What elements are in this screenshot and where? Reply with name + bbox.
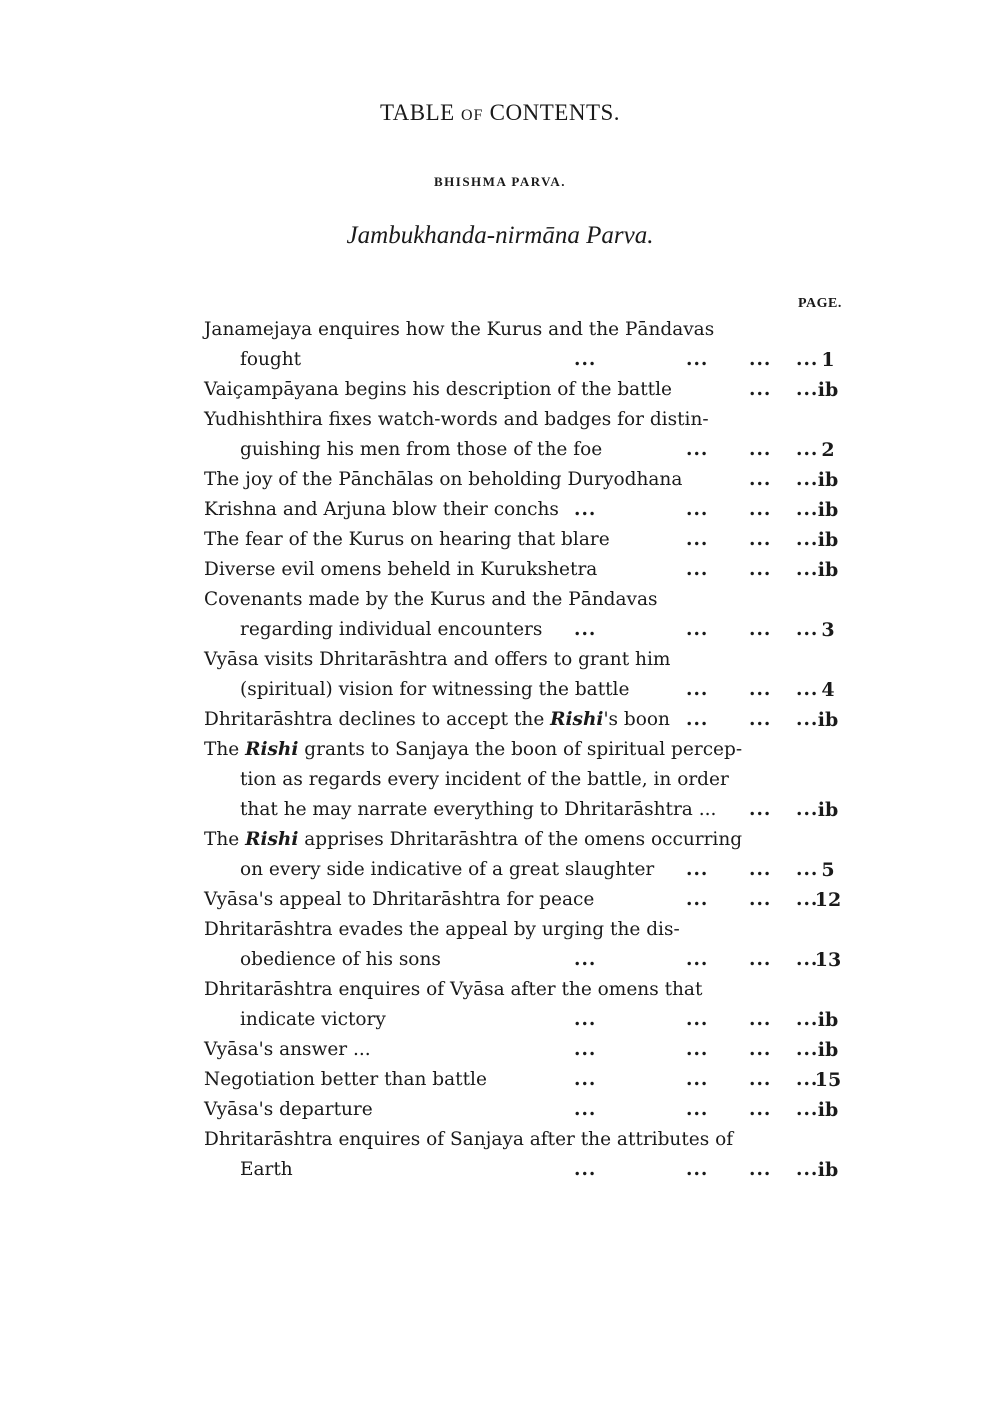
entry-text: on every side indicative of a great slaughter (240, 859, 655, 880)
leader-dots: ... (796, 499, 819, 520)
entry-text: Covenants made by the Kurus and the Pāndavas (204, 589, 658, 610)
entry-continuation-line (204, 945, 864, 975)
entry-text: Krishna and Arjuna blow their conchs (204, 499, 559, 520)
leader-dots: ... (796, 529, 819, 550)
leader-dots: ... (574, 949, 597, 970)
leader-dots: ... (749, 1069, 772, 1090)
leader-dots: ... (749, 949, 772, 970)
entry-text: Yudhishthira fixes watch-words and badges for distin- (204, 409, 709, 430)
leader-dots: ... (749, 529, 772, 550)
entry-page-number: 1 (821, 349, 835, 371)
leader-dots: ... (686, 889, 709, 910)
entry-text: indicate victory (240, 1009, 386, 1030)
entry-text: Dhritarāshtra enquires of Sanjaya after the attributes of (204, 1129, 734, 1150)
entry-page-number: ib (817, 1039, 839, 1061)
entry-line (204, 1095, 864, 1125)
title-end: CONTENTS. (489, 100, 621, 125)
entry-text: The Rishi grants to Sanjaya the boon of spiritual percep- (204, 739, 743, 760)
entry-page-number: ib (817, 469, 839, 491)
entry-line (204, 555, 864, 585)
leader-dots: ... (749, 499, 772, 520)
entry-line (204, 1065, 864, 1095)
entry-text: (spiritual) vision for witnessing the battle (240, 679, 630, 700)
entry-page-number: ib (817, 709, 839, 731)
entry-page-number: ib (817, 529, 839, 551)
leader-dots: ... (686, 709, 709, 730)
entry-text: obedience of his sons (240, 949, 441, 970)
leader-dots: ... (686, 1039, 709, 1060)
leader-dots: ... (749, 1039, 772, 1060)
leader-dots: ... (574, 349, 597, 370)
entry-continuation-line (204, 765, 864, 795)
contents-list (204, 315, 864, 1185)
entry-page-number: 4 (821, 679, 835, 701)
entry-text: guishing his men from those of the foe (240, 439, 603, 460)
entry-text: Vaiçampāyana begins his description of the battle (204, 379, 672, 400)
leader-dots: ... (796, 1099, 819, 1120)
leader-dots: ... (749, 439, 772, 460)
leader-dots: ... (686, 949, 709, 970)
leader-dots: ... (796, 619, 819, 640)
entry-text: regarding individual encounters (240, 619, 543, 640)
leader-dots: ... (574, 1099, 597, 1120)
leader-dots: ... (574, 619, 597, 640)
entry-continuation-line (204, 345, 864, 375)
leader-dots: ... (749, 1099, 772, 1120)
entry-text: fought (240, 349, 302, 370)
entry-page-number: 5 (821, 859, 835, 881)
leader-dots: ... (686, 1159, 709, 1180)
book-subtitle: BHISHMA PARVA. (433, 174, 567, 189)
leader-dots: ... (796, 1039, 819, 1060)
leader-dots: ... (796, 1069, 819, 1090)
leader-dots: ... (796, 379, 819, 400)
entry-text: Dhritarāshtra enquires of Vyāsa after the omens that (204, 979, 703, 1000)
leader-dots: ... (796, 349, 819, 370)
entry-line (204, 405, 864, 435)
entry-line (204, 465, 864, 495)
entry-continuation-line (204, 615, 864, 645)
leader-dots: ... (796, 709, 819, 730)
entry-line (204, 525, 864, 555)
entry-page-number: 13 (814, 949, 842, 971)
entry-text: Earth (240, 1159, 293, 1180)
leader-dots: ... (749, 799, 772, 820)
leader-dots: ... (574, 1159, 597, 1180)
entry-continuation-line (204, 1155, 864, 1185)
leader-dots: ... (749, 1159, 772, 1180)
leader-dots: ... (796, 1009, 819, 1030)
entry-text: Vyāsa's departure (204, 1099, 373, 1120)
entry-text: Vyāsa's appeal to Dhritarāshtra for peace (204, 889, 595, 910)
leader-dots: ... (796, 439, 819, 460)
leader-dots: ... (749, 619, 772, 640)
leader-dots: ... (686, 1009, 709, 1030)
entry-page-number: 3 (821, 619, 835, 641)
entry-continuation-line (204, 795, 864, 825)
leader-dots: ... (686, 349, 709, 370)
leader-dots: ... (686, 859, 709, 880)
entry-text: The fear of the Kurus on hearing that blare (204, 529, 610, 550)
entry-text: Janamejaya enquires how the Kurus and the Pāndavas (204, 319, 715, 340)
entry-page-number: 12 (814, 889, 842, 911)
entry-text: Vyāsa's answer ... (204, 1039, 371, 1060)
leader-dots: ... (749, 679, 772, 700)
leader-dots: ... (574, 1009, 597, 1030)
title-main: TABLE (379, 100, 455, 125)
leader-dots: ... (686, 679, 709, 700)
leader-dots: ... (686, 529, 709, 550)
leader-dots: ... (749, 379, 772, 400)
entry-page-number: 15 (814, 1069, 842, 1091)
entry-line (204, 975, 864, 1005)
entry-line (204, 705, 864, 735)
entry-continuation-line (204, 675, 864, 705)
entry-page-number: ib (817, 379, 839, 401)
entry-line (204, 1125, 864, 1155)
leader-dots: ... (796, 679, 819, 700)
entry-line (204, 375, 864, 405)
leader-dots: ... (749, 559, 772, 580)
entry-page-number: ib (817, 559, 839, 581)
entry-line (204, 885, 864, 915)
leader-dots: ... (796, 559, 819, 580)
entry-page-number: 2 (821, 439, 835, 461)
leader-dots: ... (686, 1069, 709, 1090)
entry-text: tion as regards every incident of the battle, in order (240, 769, 729, 790)
leader-dots: ... (796, 1159, 819, 1180)
leader-dots: ... (686, 619, 709, 640)
entry-text: The Rishi apprises Dhritarāshtra of the omens occurring (204, 829, 743, 850)
leader-dots: ... (749, 469, 772, 490)
leader-dots: ... (749, 889, 772, 910)
leader-dots: ... (749, 859, 772, 880)
entry-line (204, 735, 864, 765)
title-of: OF (460, 107, 484, 124)
entry-line (204, 495, 864, 525)
entry-line (204, 915, 864, 945)
leader-dots: ... (749, 349, 772, 370)
leader-dots: ... (749, 1009, 772, 1030)
leader-dots: ... (686, 439, 709, 460)
entry-continuation-line (204, 855, 864, 885)
entry-page-number: ib (817, 499, 839, 521)
entry-page-number: ib (817, 1099, 839, 1121)
entry-page-number: ib (817, 1009, 839, 1031)
leader-dots: ... (574, 1069, 597, 1090)
leader-dots: ... (686, 559, 709, 580)
page-title (0, 100, 1000, 126)
leader-dots: ... (796, 949, 819, 970)
entry-text: Dhritarāshtra declines to accept the Rishi's boon (204, 709, 670, 730)
section-title: Jambukhanda-nirmāna Parva. (346, 222, 654, 249)
entry-line (204, 1035, 864, 1065)
entry-page-number: ib (817, 1159, 839, 1181)
entry-text: Diverse evil omens beheld in Kurukshetra (204, 559, 598, 580)
entry-text: Dhritarāshtra evades the appeal by urging the dis- (204, 919, 680, 940)
entry-page-number: ib (817, 799, 839, 821)
leader-dots: ... (796, 889, 819, 910)
entry-text: The joy of the Pānchālas on beholding Duryodhana (204, 469, 683, 490)
leader-dots: ... (686, 499, 709, 520)
leader-dots: ... (686, 1099, 709, 1120)
leader-dots: ... (796, 469, 819, 490)
entry-line (204, 645, 864, 675)
leader-dots: ... (796, 859, 819, 880)
entry-text: that he may narrate everything to Dhritarāshtra ... (240, 799, 717, 820)
entry-line (204, 585, 864, 615)
leader-dots: ... (749, 709, 772, 730)
entry-line (204, 825, 864, 855)
leader-dots: ... (574, 1039, 597, 1060)
entry-continuation-line (204, 1005, 864, 1035)
page-column-header: PAGE. (798, 296, 842, 311)
entry-continuation-line (204, 435, 864, 465)
entry-text: Negotiation better than battle (204, 1069, 487, 1090)
entry-text: Vyāsa visits Dhritarāshtra and offers to grant him (204, 649, 671, 670)
leader-dots: ... (574, 499, 597, 520)
entry-line (204, 315, 864, 345)
leader-dots: ... (796, 799, 819, 820)
